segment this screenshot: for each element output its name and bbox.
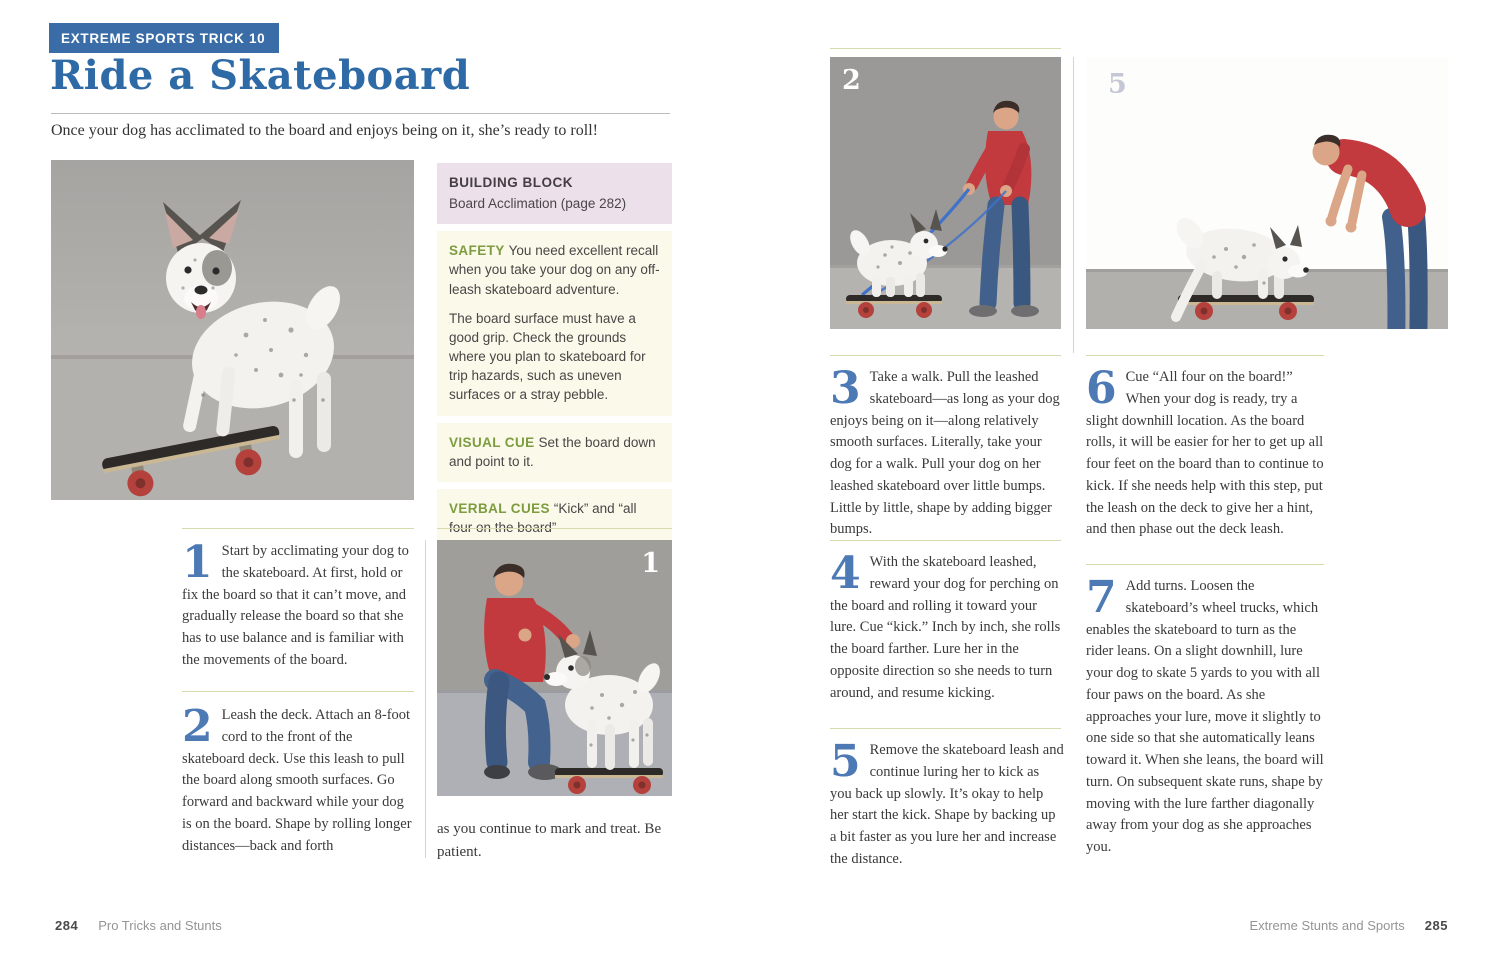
walk-photo bbox=[830, 57, 1061, 329]
step-1-number: 1 bbox=[182, 537, 213, 588]
divider bbox=[182, 528, 414, 529]
step-2-continuation: as you continue to mark and treat. Be patient. bbox=[437, 821, 662, 860]
footer-left bbox=[55, 918, 222, 933]
step-6-number: 6 bbox=[1086, 363, 1117, 414]
step-2-number: 2 bbox=[182, 701, 213, 752]
column-divider bbox=[1073, 57, 1074, 353]
column-divider bbox=[425, 540, 426, 858]
safety-text: You need excellent recall when you take your dog on any off-leash skateboard adventure. bbox=[449, 243, 660, 297]
step-3-number: 3 bbox=[830, 363, 861, 414]
safety-note bbox=[437, 231, 672, 415]
divider bbox=[830, 355, 1061, 356]
kick-off-illustration bbox=[1086, 57, 1448, 329]
step-4-text: With the skateboard leashed, reward your dog for perching on the board and rolling it toward your lure. Cue “kick.” Inch by inch, she rolls the board farther. Lure her in the opposite direction so she needs to turn around, and resume kicking. bbox=[830, 554, 1061, 701]
step-5-text: Remove the skateboard leash and continue luring her to kick as you back up slowly. It’s okay to help her start the kick. Shape by backing up a bit faster as you lure her and increase the distance. bbox=[830, 742, 1064, 867]
step-3-text: Take a walk. Pull the leashed skateboard—as long as your dog enjoys being on it—along relatively smooth surfaces. Literally, take your dog for a walk. Pull your dog on her leashed skateboard over little bumps. Little by little, shape by adding bigger bumps. bbox=[830, 369, 1060, 538]
divider bbox=[1086, 355, 1324, 356]
downhill-photo bbox=[1086, 57, 1448, 329]
divider bbox=[830, 728, 1061, 729]
step-6-text: Cue “All four on the board!” When your dog is ready, try a slight downhill location. As the board rolls, it will be easier for her to get up all four feet on the board than to continue to kick. If she needs help with this step, put the leash on the deck to give her a hint, and then phase out the deck leash. bbox=[1086, 369, 1324, 538]
divider bbox=[830, 48, 1061, 49]
section-title: Extreme Stunts and Sports bbox=[1249, 918, 1405, 933]
visual-cue-text: Set the board down and point to it. bbox=[449, 434, 656, 469]
step-7 bbox=[1086, 572, 1324, 859]
visual-cue-label: VISUAL CUE bbox=[449, 434, 535, 450]
step-7-text: Add turns. Loosen the skateboard’s wheel trucks, which enables the skateboard to turn as the rider leans. On a slight downhill, lure your dog to skate 5 yards to you with all four paws on the board. As she approaches your lure, move it slightly to one side so that she automatically leans toward it. When she leans, the board will turn. On subsequent skate runs, shape by moving with the lure farther diagonally away from your dog as she approaches you. bbox=[1086, 578, 1324, 855]
page-number: 284 bbox=[55, 918, 79, 933]
section-title: Pro Tricks and Stunts bbox=[98, 918, 222, 933]
main-photo-dog-on-skateboard bbox=[51, 160, 414, 500]
safety-text-2: The board surface must have a good grip. Check the grounds where you plan to skateboard for trip hazards, such as uneven surfaces or a stray pebble. bbox=[449, 310, 646, 403]
building-block-value: Board Acclimation (page 282) bbox=[449, 196, 627, 212]
step-1 bbox=[182, 537, 415, 672]
page-title: Ride a Skateboard bbox=[50, 52, 471, 99]
photo-number: 1 bbox=[641, 548, 660, 579]
divider bbox=[1086, 564, 1324, 565]
trick-banner: EXTREME SPORTS TRICK 10 bbox=[49, 23, 279, 53]
step-1-text: Start by acclimating your dog to the skateboard. At first, hold or fix the board so that it can’t move, and gradually release the board so that she has to use balance and is familiar with the movements of the board. bbox=[182, 543, 409, 668]
step-6 bbox=[1086, 363, 1324, 541]
step-2 bbox=[182, 701, 415, 857]
step-5-number: 5 bbox=[830, 736, 861, 787]
safety-label: SAFETY bbox=[449, 243, 505, 259]
title-divider bbox=[51, 113, 670, 114]
trainer-and-dog-illustration bbox=[437, 540, 672, 796]
footer-right bbox=[1249, 918, 1448, 933]
photo-number: 2 bbox=[842, 65, 861, 96]
visual-cue-note bbox=[437, 423, 672, 482]
step-7-number: 7 bbox=[1086, 572, 1117, 623]
step-5 bbox=[830, 736, 1064, 871]
step-2-text: Leash the deck. Attach an 8-foot cord to the front of the skateboard deck. Use this leash to pull the board along smooth surfaces. Go forward and backward while your dog is on the board. Shape by rolling longer distances—back and forth bbox=[182, 707, 412, 854]
intro-text: Once your dog has acclimated to the board and enjoys being on it, she’s ready to roll! bbox=[51, 122, 598, 139]
step-1-photo bbox=[437, 540, 672, 796]
divider bbox=[437, 528, 672, 529]
dog-on-skateboard-illustration bbox=[51, 160, 414, 500]
verbal-cues-label: VERBAL CUES bbox=[449, 500, 550, 516]
building-block-label: BUILDING BLOCK bbox=[449, 175, 573, 190]
divider bbox=[182, 691, 414, 692]
step-4 bbox=[830, 548, 1064, 704]
page-number: 285 bbox=[1424, 918, 1448, 933]
verbal-cues-text: “Kick” and “all four on the board” bbox=[449, 500, 637, 536]
building-block-box bbox=[437, 163, 672, 224]
sidebar-notes bbox=[437, 163, 672, 548]
step-3 bbox=[830, 363, 1064, 541]
leash-walk-illustration bbox=[830, 57, 1061, 329]
step-4-number: 4 bbox=[830, 548, 861, 599]
photo-number: 5 bbox=[1108, 69, 1127, 100]
